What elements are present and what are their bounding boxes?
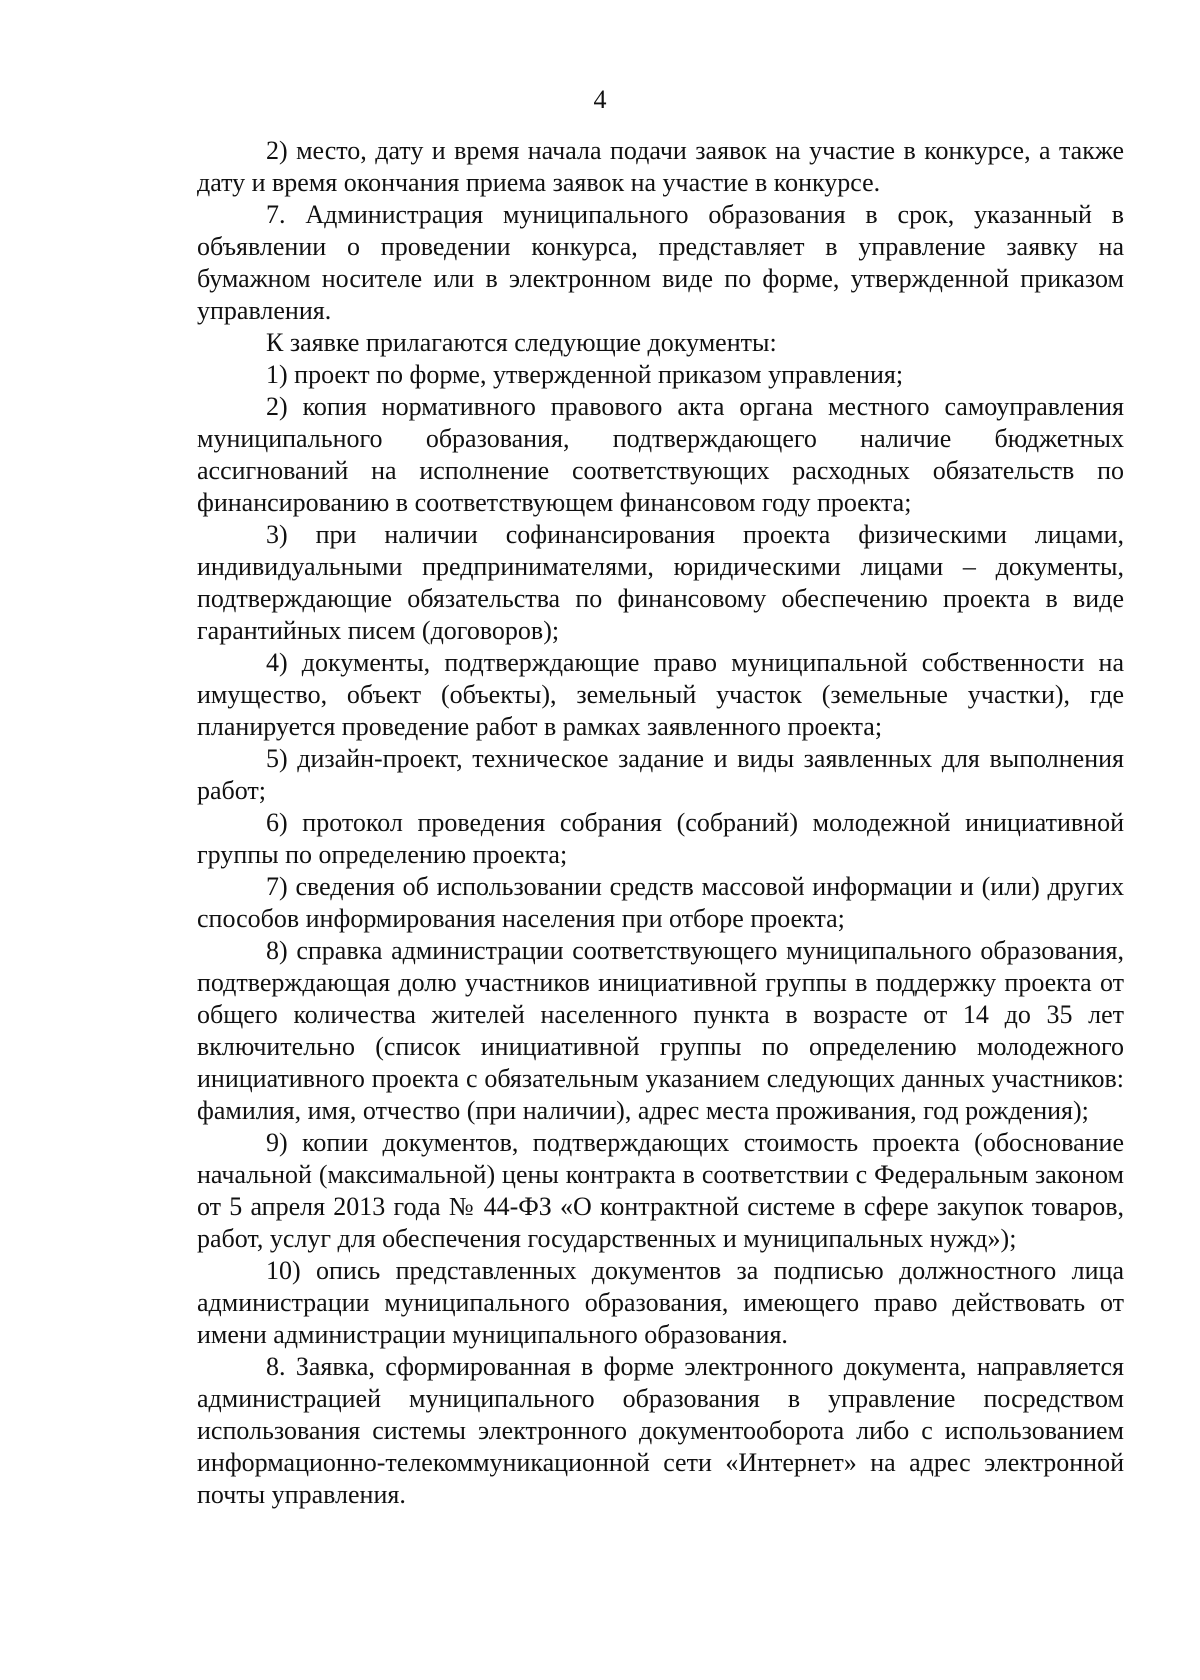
- paragraph-section-8: 8. Заявка, сформированная в форме электронного документа, направляется администрацией муниципального образования в управление посредством использования системы электронного документооборота либо с использованием информационно-телекоммуникационной сети «Интернет» на адрес электронной почты управления.: [197, 1352, 1124, 1509]
- paragraph-section-7: 7. Администрация муниципального образования в срок, указанный в объявлении о проведении конкурса, представляет в управление заявку на бумажном носителе или в электронном виде по форме, утвержденной приказом управления.: [197, 200, 1124, 325]
- paragraph-item-2-place-date: 2) место, дату и время начала подачи заявок на участие в конкурсе, а также дату и время окончания приема заявок на участие в конкурсе.: [197, 136, 1124, 197]
- list-item-4: 4) документы, подтверждающие право муниципальной собственности на имущество, объект (объекты), земельный участок (земельные участки), где планируется проведение работ в рамках заявленного проекта;: [197, 648, 1124, 741]
- list-item-9: 9) копии документов, подтверждающих стоимость проекта (обоснование начальной (максимальной) цены контракта в соответствии с Федеральным законом от 5 апреля 2013 года № 44-ФЗ «О контрактной системе в сфере закупок товаров, работ, услуг для обеспечения государственных и муниципальных нужд»);: [197, 1128, 1124, 1253]
- document-body: [197, 135, 1124, 1511]
- list-item-6: 6) протокол проведения собрания (собраний) молодежной инициативной группы по определению проекта;: [197, 808, 1124, 869]
- list-item-10: 10) опись представленных документов за подписью должностного лица администрации муниципального образования, имеющего право действовать от имени администрации муниципального образования.: [197, 1256, 1124, 1349]
- paragraph-attachments-intro: К заявке прилагаются следующие документы:: [266, 328, 777, 357]
- list-item-2: 2) копия нормативного правового акта органа местного самоуправления муниципального образования, подтверждающего наличие бюджетных ассигнований на исполнение соответствующих расходных обязательств по финансированию в соответствующем финансовом году проекта;: [197, 392, 1124, 517]
- list-item-5: 5) дизайн-проект, техническое задание и виды заявленных для выполнения работ;: [197, 744, 1124, 805]
- list-item-1: 1) проект по форме, утвержденной приказом управления;: [266, 360, 904, 389]
- list-item-3: 3) при наличии софинансирования проекта физическими лицами, индивидуальными предпринимателями, юридическими лицами – документы, подтверждающие обязательства по финансовому обеспечению проекта в виде гарантийных писем (договоров);: [197, 520, 1124, 645]
- page-number: 4: [593, 85, 607, 114]
- list-item-8: 8) справка администрации соответствующего муниципального образования, подтверждающая долю участников инициативной группы в поддержку проекта от общего количества жителей населенного пункта в возрасте от 14 до 35 лет включительно (список инициативной группы по определению молодежного инициативного проекта с обязательным указанием следующих данных участников: фамилия, имя, отчество (при наличии), адрес места проживания, год рождения);: [197, 936, 1124, 1125]
- list-item-7: 7) сведения об использовании средств массовой информации и (или) других способов информирования населения при отборе проекта;: [197, 872, 1124, 933]
